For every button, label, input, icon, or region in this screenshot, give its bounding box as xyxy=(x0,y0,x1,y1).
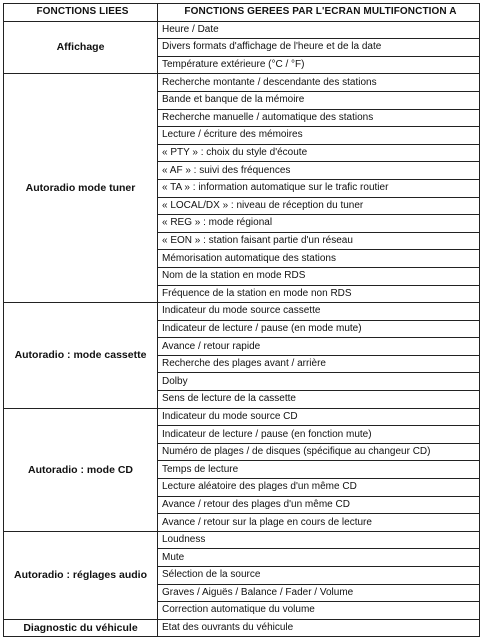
function-item: Mute xyxy=(158,549,480,567)
function-item: Etat des ouvrants du véhicule xyxy=(158,619,480,637)
function-item: Indicateur de lecture / pause (en mode mute) xyxy=(158,320,480,338)
table-row xyxy=(4,74,480,92)
function-item: Temps de lecture xyxy=(158,461,480,479)
function-item: Lecture / écriture des mémoires xyxy=(158,127,480,145)
group-label: Autoradio : mode CD xyxy=(4,408,158,531)
table-header-row xyxy=(4,4,480,22)
function-item: « EON » : station faisant partie d'un réseau xyxy=(158,232,480,250)
function-item: Indicateur de lecture / pause (en fonction mute) xyxy=(158,426,480,444)
table-body xyxy=(4,21,480,637)
document-page xyxy=(3,3,480,637)
function-item: Avance / retour rapide xyxy=(158,338,480,356)
function-item: Lecture aléatoire des plages d'un même CD xyxy=(158,479,480,497)
function-item: « REG » : mode régional xyxy=(158,215,480,233)
function-item: Dolby xyxy=(158,373,480,391)
function-item: Divers formats d'affichage de l'heure et de la date xyxy=(158,39,480,57)
function-item: Fréquence de la station en mode non RDS xyxy=(158,285,480,303)
function-item: Avance / retour des plages d'un même CD xyxy=(158,496,480,514)
function-item: Indicateur du mode source CD xyxy=(158,408,480,426)
table-row xyxy=(4,408,480,426)
function-item: Correction automatique du volume xyxy=(158,602,480,620)
group-label: Autoradio : mode cassette xyxy=(4,303,158,409)
function-item: « LOCAL/DX » : niveau de réception du tuner xyxy=(158,197,480,215)
function-item: Bande et banque de la mémoire xyxy=(158,91,480,109)
group-label: Affichage xyxy=(4,21,158,74)
function-item: « PTY » : choix du style d'écoute xyxy=(158,144,480,162)
function-item: Mémorisation automatique des stations xyxy=(158,250,480,268)
function-item: Indicateur du mode source cassette xyxy=(158,303,480,321)
function-item: Nom de la station en mode RDS xyxy=(158,267,480,285)
functions-table xyxy=(3,3,480,637)
function-item: Numéro de plages / de disques (spécifique au changeur CD) xyxy=(158,443,480,461)
function-item: Sens de lecture de la cassette xyxy=(158,391,480,409)
function-item: Température extérieure (°C / °F) xyxy=(158,56,480,74)
function-item: Recherche des plages avant / arrière xyxy=(158,355,480,373)
function-item: Recherche montante / descendante des stations xyxy=(158,74,480,92)
table-row xyxy=(4,619,480,637)
function-item: « AF » : suivi des fréquences xyxy=(158,162,480,180)
table-row xyxy=(4,303,480,321)
function-item: « TA » : information automatique sur le trafic routier xyxy=(158,179,480,197)
table-row xyxy=(4,21,480,39)
group-label: Autoradio : réglages audio xyxy=(4,531,158,619)
function-item: Avance / retour sur la plage en cours de lecture xyxy=(158,514,480,532)
group-label: Autoradio mode tuner xyxy=(4,74,158,303)
group-label: Diagnostic du véhicule xyxy=(4,619,158,637)
header-managed-functions: FONCTIONS GEREES PAR L'ECRAN MULTIFONCTION A xyxy=(158,4,480,22)
function-item: Sélection de la source xyxy=(158,567,480,585)
header-linked-functions: FONCTIONS LIEES xyxy=(4,4,158,22)
function-item: Loudness xyxy=(158,531,480,549)
function-item: Heure / Date xyxy=(158,21,480,39)
table-row xyxy=(4,531,480,549)
function-item: Recherche manuelle / automatique des stations xyxy=(158,109,480,127)
function-item: Graves / Aiguës / Balance / Fader / Volume xyxy=(158,584,480,602)
